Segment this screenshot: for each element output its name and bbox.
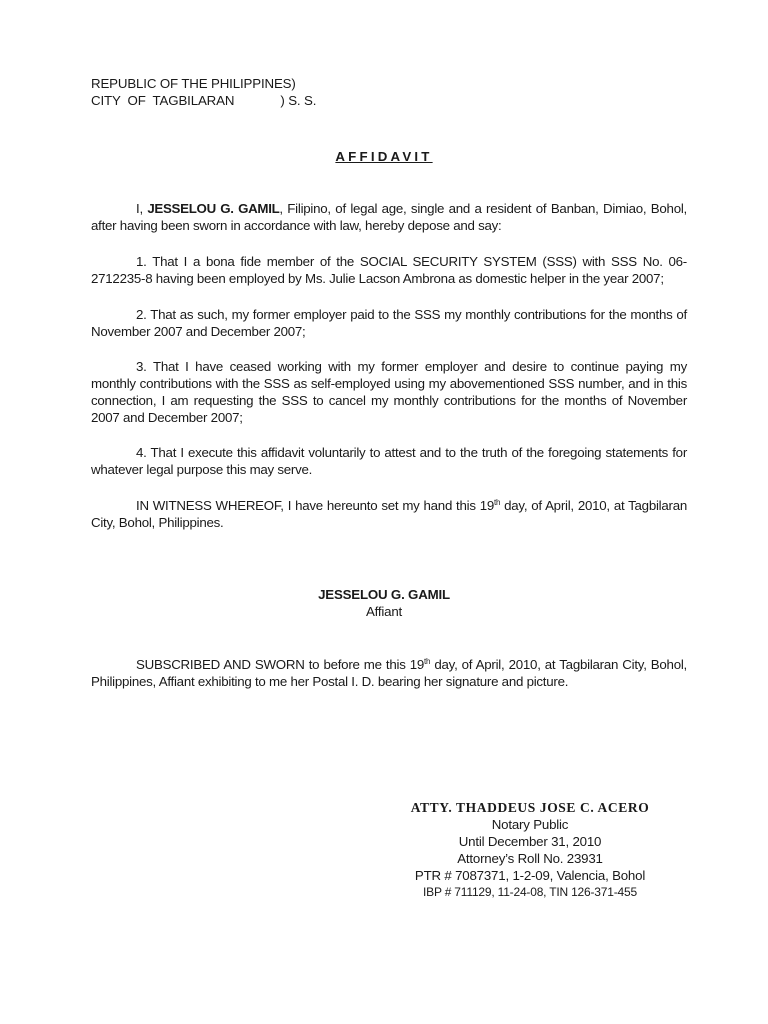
notary-name: ATTY. THADDEUS JOSE C. ACERO [410,800,650,815]
paragraph-2: 2. That as such, my former employer paid to the SSS my monthly contributions for the months of November 2007 and December 2007; [91,307,687,339]
affiant-name-inline: JESSELOU G. GAMIL [147,201,280,216]
venue-city: CITY OF TAGBILARAN ) S. S. [91,93,317,108]
affiant-signature-block [0,586,768,620]
paragraph-1: 1. That I a bona fide member of the SOCIAL SECURITY SYSTEM (SSS) with SSS No. 06-2712235-8 having been employed by Ms. Julie Lacson Ambrona as domestic helper in the year 2007; [91,254,687,286]
document-title: AFFIDAVIT [335,149,433,164]
jurat-paragraph [91,656,687,690]
witness-after: day, of April, 2010, at Tagbilaran City, Bohol, Philippines. [91,498,687,530]
notary-ibp: IBP # 711129, 11-24-08, TIN 126-371-455 [423,885,637,899]
venue-republic: REPUBLIC OF THE PHILIPPINES) [91,76,296,91]
notary-title: Notary Public [491,817,569,832]
intro-rest: , Filipino, of legal age, single and a resident of Banban, Dimiao, Bohol, after having been sworn in accordance with law, hereby depose and say: [91,201,687,233]
witness-paragraph [91,497,687,531]
paragraph-3: 3. That I have ceased working with my former employer and desire to continue paying my monthly contributions with the SSS as self-employed using my abovementioned SSS number, and in this connection, I am requesting the SSS to cancel my monthly contributions for the months of November 2007 and December 2007; [91,359,687,425]
paragraph-4: 4. That I execute this affidavit voluntarily to attest and to the truth of the foregoing statements for whatever legal purpose this may serve. [91,445,687,477]
intro-prefix: I, [136,201,148,216]
witness-ordinal: th [494,498,501,507]
notary-block [380,799,680,901]
notary-commission: Until December 31, 2010 [458,834,602,849]
notary-roll: Attorney’s Roll No. 23931 [457,851,603,866]
affiant-name: JESSELOU G. GAMIL [318,587,450,602]
jurat-after: day, of April, 2010, at Tagbilaran City, Bohol, Philippines, Affiant exhibiting to me her Postal I. D. bearing her signature and picture. [91,657,687,689]
affiant-role: Affiant [365,604,403,619]
venue-heading [91,75,421,109]
witness-before: IN WITNESS WHEREOF, I have hereunto set my hand this 19 [136,498,494,513]
jurat-before: SUBSCRIBED AND SWORN to before me this 19 [136,657,425,672]
notary-ptr: PTR # 7087371, 1-2-09, Valencia, Bohol [414,868,646,883]
jurat-ordinal: th [424,657,431,666]
intro-paragraph [91,200,687,234]
